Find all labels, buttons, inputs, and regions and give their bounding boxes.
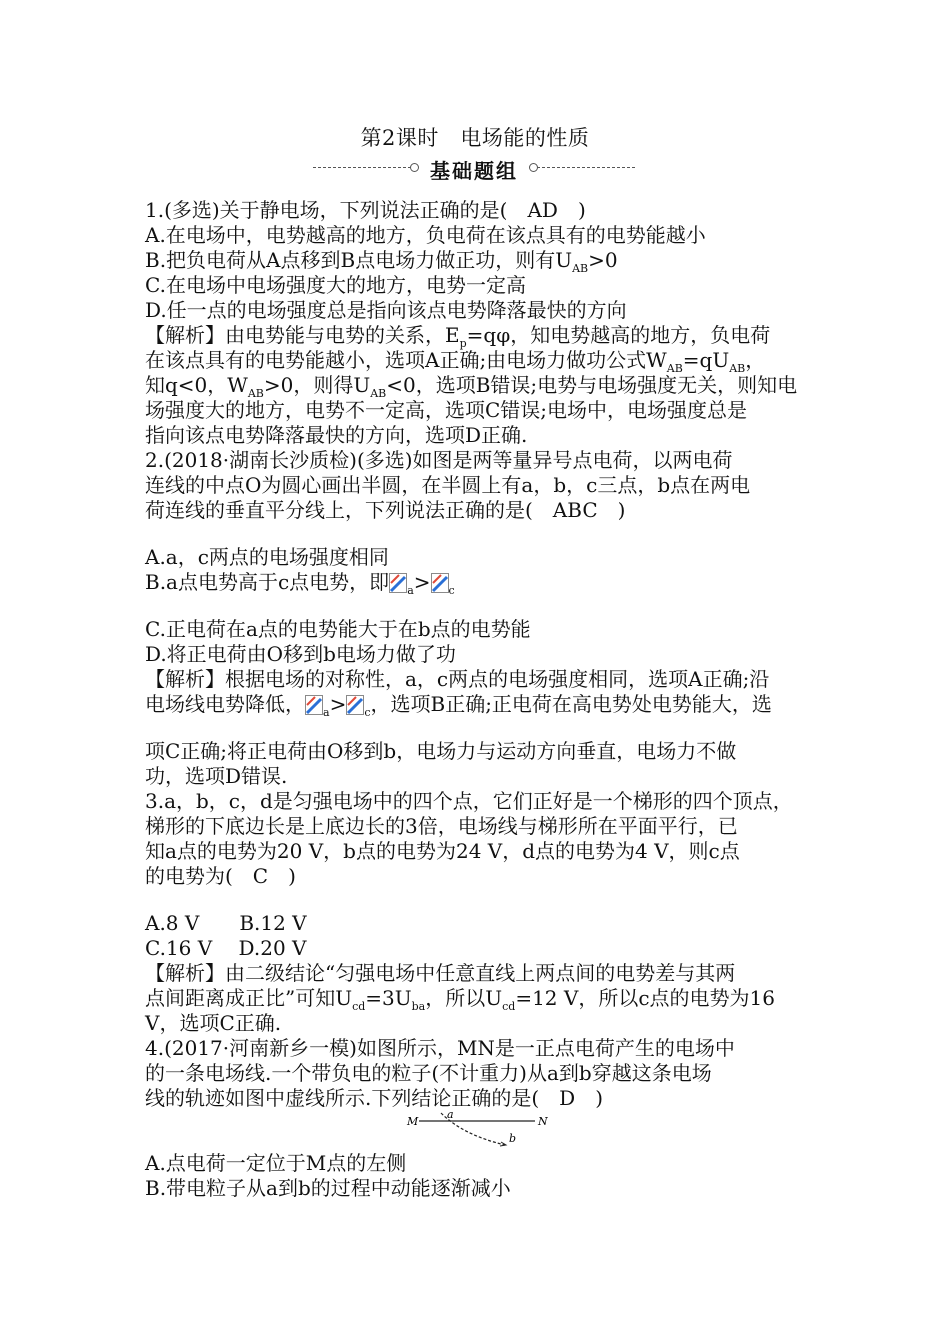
q3-stem-line: 的电势为( C ) [145, 864, 296, 888]
q4-stem-line: 4.(2017·河南新乡一模)如图所示，MN是一正点电荷产生的电场中 [145, 1036, 735, 1060]
q1-solution-line: 知q<0，$W_{AB}>0$，则得$U_{AB}<0$，选项B错误;电势与电场强度无关，则知电 [145, 373, 798, 400]
q1-option-b: B.把负电荷从A点移到B点电场力做正功，则有$U_{AB}>0$ [145, 248, 618, 275]
divider-dot-left [410, 163, 419, 172]
field-line-diagram [405, 1111, 555, 1151]
q1-option-d: D.任一点的电场强度总是指向该点电势降落最快的方向 [145, 298, 627, 322]
q3-solution-line: V，选项C正确. [145, 1011, 282, 1035]
section-header [313, 155, 635, 181]
section-title: 基础题组 [430, 159, 518, 183]
q4-stem-line: 的一条电场线.一个带负电的粒子(不计重力)从a到b穿越这条电场 [145, 1061, 712, 1085]
divider-right [537, 167, 635, 168]
lesson-title: 第2课时 电场能的性质 [360, 126, 590, 150]
broken-image-icon [305, 695, 323, 715]
q3-options-row: C.16 V D.20 V [145, 936, 307, 960]
q3-stem-line: 梯形的下底边长是上底边长的3倍，电场线与梯形所在平面平行，已 [145, 814, 738, 838]
q4-option-b: B.带电粒子从a到b的过程中动能逐渐减小 [145, 1176, 511, 1200]
q3-options-row: A.8 V B.12 V [145, 911, 307, 935]
q3-solution-line: 【解析】由二级结论“匀强电场中任意直线上两点间的电势差与其两 [145, 961, 736, 985]
broken-image-icon [389, 573, 407, 593]
q2-stem-line: 连线的中点O为圆心画出半圆，在半圆上有a，b，c三点，b点在两电 [145, 473, 751, 497]
q1-solution-line: 场强度大的地方，电势不一定高，选项C错误;电场中，电场强度总是 [145, 398, 748, 422]
q2-solution-line: 项C正确;将正电荷由O移到b，电场力与运动方向垂直，电场力不做 [145, 739, 737, 763]
broken-image-icon [431, 573, 449, 593]
label-b: b [509, 1132, 517, 1145]
q1-option-c: C.在电场中电场强度大的地方，电势一定高 [145, 273, 526, 297]
q2-option-d: D.将正电荷由O移到b电场力做了功 [145, 642, 456, 666]
q2-solution-line: 【解析】根据电场的对称性，a，c两点的电场强度相同，选项A正确;沿 [145, 667, 770, 691]
q1-stem: 1.(多选)关于静电场，下列说法正确的是( AD ) [145, 198, 586, 222]
question-content [145, 198, 815, 1201]
q2-solution-line: 电场线电势降低， $_a$> $_c$，选项B正确;正电荷在高电势处电势能大，选 [145, 692, 772, 719]
q3-stem-line: 知a点的电势为20 V，b点的电势为24 V，d点的电势为4 V，则c点 [145, 839, 740, 863]
q1-solution-line: 在该点具有的电势能越小，选项A正确;由电场力做功公式$W_{AB}=qU_{AB}$， [145, 348, 766, 375]
broken-image-icon [346, 695, 364, 715]
q1-solution-line: 指向该点电势降落最快的方向，选项D正确. [145, 423, 528, 447]
divider-left [313, 167, 411, 168]
label-m: M [407, 1115, 419, 1128]
q2-option-a: A.a，c两点的电场强度相同 [145, 545, 389, 569]
q2-solution-line: 功，选项D错误. [145, 764, 288, 788]
q3-stem-line: 3.a，b，c，d是匀强电场中的四个点，它们正好是一个梯形的四个顶点， [145, 789, 793, 813]
q3-solution-line: 点间距离成正比”可知$U_{cd}=3U_{ba}$，所以$U_{cd}=12$ V，所以c点的电势为16 [145, 986, 775, 1013]
q2-option-c: C.正电荷在a点的电势能大于在b点的电势能 [145, 617, 531, 641]
q4-stem-line: 线的轨迹如图中虚线所示.下列结论正确的是( D ) [145, 1086, 603, 1110]
q2-stem-line: 2.(2018·湖南长沙质检)(多选)如图是两等量异号点电荷，以两电荷 [145, 448, 733, 472]
q1-option-a: A.在电场中，电势越高的地方，负电荷在该点具有的电势能越小 [145, 223, 706, 247]
q1-solution-line: 【解析】由电势能与电势的关系，$E_p=q\varphi$，知电势越高的地方，负电荷 [145, 323, 771, 350]
q2-stem-line: 荷连线的垂直平分线上，下列说法正确的是( ABC ) [145, 498, 626, 522]
q2-option-b: B.a点电势高于c点电势，即 $_a$> $_c$ [145, 570, 455, 597]
label-a: a [447, 1111, 454, 1121]
label-n: N [538, 1115, 548, 1128]
q4-option-a: A.点电荷一定位于M点的左侧 [145, 1151, 407, 1175]
field-line-figure [145, 1111, 815, 1151]
